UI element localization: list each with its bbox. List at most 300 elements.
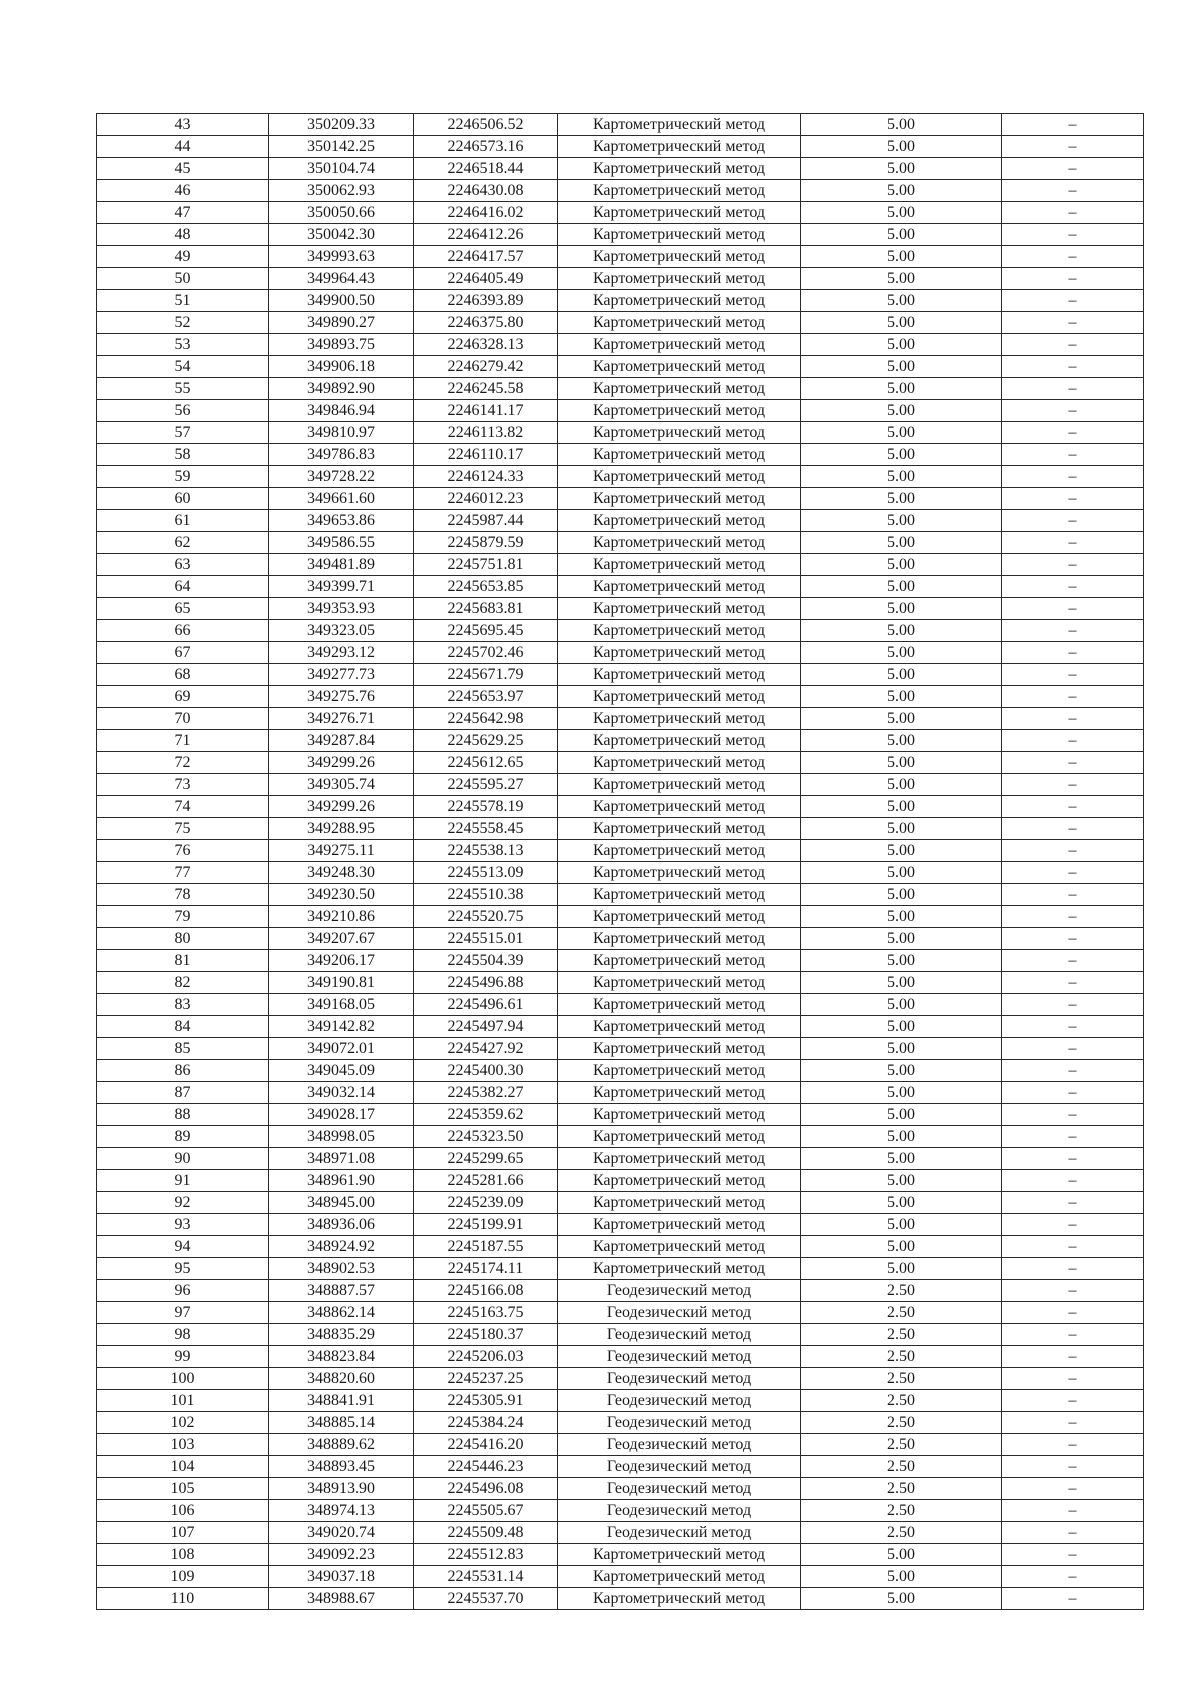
method-cell: Картометрический метод: [558, 840, 801, 862]
accuracy-cell: 5.00: [801, 840, 1002, 862]
table-row: [97, 862, 1144, 884]
table-row: [97, 1324, 1144, 1346]
accuracy-cell: 2.50: [801, 1412, 1002, 1434]
description-cell: –: [1002, 378, 1144, 400]
table-row: [97, 818, 1144, 840]
accuracy-cell: 5.00: [801, 576, 1002, 598]
description-cell: –: [1002, 136, 1144, 158]
x-coordinate-cell: 349032.14: [269, 1082, 414, 1104]
y-coordinate-cell: 2246417.57: [414, 246, 558, 268]
y-coordinate-cell: 2245400.30: [414, 1060, 558, 1082]
point-number-cell: 95: [97, 1258, 269, 1280]
x-coordinate-cell: 349900.50: [269, 290, 414, 312]
y-coordinate-cell: 2245427.92: [414, 1038, 558, 1060]
point-number-cell: 89: [97, 1126, 269, 1148]
point-number-cell: 97: [97, 1302, 269, 1324]
method-cell: Картометрический метод: [558, 928, 801, 950]
y-coordinate-cell: 2245671.79: [414, 664, 558, 686]
method-cell: Картометрический метод: [558, 1038, 801, 1060]
point-number-cell: 54: [97, 356, 269, 378]
description-cell: –: [1002, 730, 1144, 752]
description-cell: –: [1002, 1522, 1144, 1544]
y-coordinate-cell: 2245382.27: [414, 1082, 558, 1104]
accuracy-cell: 5.00: [801, 136, 1002, 158]
x-coordinate-cell: 348893.45: [269, 1456, 414, 1478]
method-cell: Картометрический метод: [558, 1060, 801, 1082]
table-row: [97, 1148, 1144, 1170]
table-row: [97, 972, 1144, 994]
x-coordinate-cell: 349168.05: [269, 994, 414, 1016]
method-cell: Картометрический метод: [558, 488, 801, 510]
accuracy-cell: 5.00: [801, 994, 1002, 1016]
accuracy-cell: 5.00: [801, 532, 1002, 554]
description-cell: –: [1002, 312, 1144, 334]
x-coordinate-cell: 348988.67: [269, 1588, 414, 1610]
y-coordinate-cell: 2245496.61: [414, 994, 558, 1016]
x-coordinate-cell: 349072.01: [269, 1038, 414, 1060]
point-number-cell: 77: [97, 862, 269, 884]
accuracy-cell: 5.00: [801, 202, 1002, 224]
method-cell: Картометрический метод: [558, 444, 801, 466]
x-coordinate-cell: 349890.27: [269, 312, 414, 334]
accuracy-cell: 5.00: [801, 180, 1002, 202]
table-row: [97, 840, 1144, 862]
table-row: [97, 1500, 1144, 1522]
table-row: [97, 180, 1144, 202]
y-coordinate-cell: 2246113.82: [414, 422, 558, 444]
method-cell: Картометрический метод: [558, 312, 801, 334]
method-cell: Геодезический метод: [558, 1522, 801, 1544]
x-coordinate-cell: 349906.18: [269, 356, 414, 378]
y-coordinate-cell: 2246141.17: [414, 400, 558, 422]
point-number-cell: 101: [97, 1390, 269, 1412]
accuracy-cell: 2.50: [801, 1522, 1002, 1544]
method-cell: Картометрический метод: [558, 202, 801, 224]
description-cell: –: [1002, 400, 1144, 422]
accuracy-cell: 5.00: [801, 1170, 1002, 1192]
point-number-cell: 87: [97, 1082, 269, 1104]
table-row: [97, 774, 1144, 796]
accuracy-cell: 2.50: [801, 1434, 1002, 1456]
method-cell: Геодезический метод: [558, 1302, 801, 1324]
x-coordinate-cell: 350042.30: [269, 224, 414, 246]
x-coordinate-cell: 349299.26: [269, 796, 414, 818]
table-row: [97, 1478, 1144, 1500]
point-number-cell: 46: [97, 180, 269, 202]
x-coordinate-cell: 349037.18: [269, 1566, 414, 1588]
y-coordinate-cell: 2246573.16: [414, 136, 558, 158]
description-cell: –: [1002, 774, 1144, 796]
point-number-cell: 58: [97, 444, 269, 466]
table-row: [97, 1082, 1144, 1104]
point-number-cell: 81: [97, 950, 269, 972]
accuracy-cell: 5.00: [801, 664, 1002, 686]
point-number-cell: 76: [97, 840, 269, 862]
description-cell: –: [1002, 1456, 1144, 1478]
description-cell: –: [1002, 224, 1144, 246]
point-number-cell: 69: [97, 686, 269, 708]
x-coordinate-cell: 349142.82: [269, 1016, 414, 1038]
x-coordinate-cell: 348862.14: [269, 1302, 414, 1324]
table-row: [97, 510, 1144, 532]
method-cell: Геодезический метод: [558, 1456, 801, 1478]
point-number-cell: 91: [97, 1170, 269, 1192]
y-coordinate-cell: 2245578.19: [414, 796, 558, 818]
method-cell: Картометрический метод: [558, 510, 801, 532]
x-coordinate-cell: 348835.29: [269, 1324, 414, 1346]
description-cell: –: [1002, 158, 1144, 180]
table-row: [97, 796, 1144, 818]
point-number-cell: 73: [97, 774, 269, 796]
x-coordinate-cell: 349305.74: [269, 774, 414, 796]
description-cell: –: [1002, 1258, 1144, 1280]
x-coordinate-cell: 349287.84: [269, 730, 414, 752]
table-row: [97, 1214, 1144, 1236]
accuracy-cell: 5.00: [801, 378, 1002, 400]
x-coordinate-cell: 348820.60: [269, 1368, 414, 1390]
method-cell: Картометрический метод: [558, 114, 801, 136]
method-cell: Картометрический метод: [558, 884, 801, 906]
table-row: [97, 356, 1144, 378]
method-cell: Картометрический метод: [558, 136, 801, 158]
y-coordinate-cell: 2246328.13: [414, 334, 558, 356]
method-cell: Картометрический метод: [558, 1104, 801, 1126]
x-coordinate-cell: 350209.33: [269, 114, 414, 136]
accuracy-cell: 5.00: [801, 488, 1002, 510]
description-cell: –: [1002, 1192, 1144, 1214]
x-coordinate-cell: 349277.73: [269, 664, 414, 686]
accuracy-cell: 2.50: [801, 1390, 1002, 1412]
accuracy-cell: 2.50: [801, 1456, 1002, 1478]
x-coordinate-cell: 348945.00: [269, 1192, 414, 1214]
accuracy-cell: 5.00: [801, 1544, 1002, 1566]
accuracy-cell: 5.00: [801, 1060, 1002, 1082]
description-cell: –: [1002, 1566, 1144, 1588]
x-coordinate-cell: 350050.66: [269, 202, 414, 224]
method-cell: Картометрический метод: [558, 356, 801, 378]
method-cell: Картометрический метод: [558, 598, 801, 620]
point-number-cell: 85: [97, 1038, 269, 1060]
accuracy-cell: 5.00: [801, 884, 1002, 906]
x-coordinate-cell: 348823.84: [269, 1346, 414, 1368]
accuracy-cell: 2.50: [801, 1302, 1002, 1324]
point-number-cell: 100: [97, 1368, 269, 1390]
x-coordinate-cell: 349276.71: [269, 708, 414, 730]
method-cell: Картометрический метод: [558, 334, 801, 356]
point-number-cell: 65: [97, 598, 269, 620]
accuracy-cell: 5.00: [801, 708, 1002, 730]
description-cell: –: [1002, 510, 1144, 532]
description-cell: –: [1002, 840, 1144, 862]
method-cell: Картометрический метод: [558, 1192, 801, 1214]
table-row: [97, 928, 1144, 950]
accuracy-cell: 5.00: [801, 466, 1002, 488]
x-coordinate-cell: 349810.97: [269, 422, 414, 444]
table-row: [97, 884, 1144, 906]
point-number-cell: 53: [97, 334, 269, 356]
x-coordinate-cell: 350062.93: [269, 180, 414, 202]
point-number-cell: 84: [97, 1016, 269, 1038]
y-coordinate-cell: 2245239.09: [414, 1192, 558, 1214]
y-coordinate-cell: 2245174.11: [414, 1258, 558, 1280]
x-coordinate-cell: 349586.55: [269, 532, 414, 554]
method-cell: Картометрический метод: [558, 620, 801, 642]
table-row: [97, 576, 1144, 598]
table-row: [97, 224, 1144, 246]
method-cell: Картометрический метод: [558, 1566, 801, 1588]
y-coordinate-cell: 2245446.23: [414, 1456, 558, 1478]
x-coordinate-cell: 349993.63: [269, 246, 414, 268]
x-coordinate-cell: 349399.71: [269, 576, 414, 598]
description-cell: –: [1002, 796, 1144, 818]
y-coordinate-cell: 2245384.24: [414, 1412, 558, 1434]
table-row: [97, 906, 1144, 928]
point-number-cell: 105: [97, 1478, 269, 1500]
accuracy-cell: 5.00: [801, 1566, 1002, 1588]
point-number-cell: 56: [97, 400, 269, 422]
x-coordinate-cell: 348998.05: [269, 1126, 414, 1148]
x-coordinate-cell: 349786.83: [269, 444, 414, 466]
point-number-cell: 102: [97, 1412, 269, 1434]
y-coordinate-cell: 2245180.37: [414, 1324, 558, 1346]
accuracy-cell: 5.00: [801, 906, 1002, 928]
point-number-cell: 82: [97, 972, 269, 994]
method-cell: Картометрический метод: [558, 818, 801, 840]
point-number-cell: 104: [97, 1456, 269, 1478]
y-coordinate-cell: 2245513.09: [414, 862, 558, 884]
table-row: [97, 1060, 1144, 1082]
point-number-cell: 71: [97, 730, 269, 752]
method-cell: Геодезический метод: [558, 1434, 801, 1456]
x-coordinate-cell: 349293.12: [269, 642, 414, 664]
y-coordinate-cell: 2245510.38: [414, 884, 558, 906]
accuracy-cell: 2.50: [801, 1324, 1002, 1346]
description-cell: –: [1002, 950, 1144, 972]
x-coordinate-cell: 350104.74: [269, 158, 414, 180]
description-cell: –: [1002, 620, 1144, 642]
description-cell: –: [1002, 928, 1144, 950]
x-coordinate-cell: 349230.50: [269, 884, 414, 906]
point-number-cell: 47: [97, 202, 269, 224]
x-coordinate-cell: 348887.57: [269, 1280, 414, 1302]
description-cell: –: [1002, 708, 1144, 730]
point-number-cell: 67: [97, 642, 269, 664]
method-cell: Картометрический метод: [558, 1588, 801, 1610]
point-number-cell: 55: [97, 378, 269, 400]
x-coordinate-cell: 348889.62: [269, 1434, 414, 1456]
point-number-cell: 72: [97, 752, 269, 774]
accuracy-cell: 5.00: [801, 686, 1002, 708]
point-number-cell: 64: [97, 576, 269, 598]
description-cell: –: [1002, 334, 1144, 356]
y-coordinate-cell: 2246430.08: [414, 180, 558, 202]
x-coordinate-cell: 349846.94: [269, 400, 414, 422]
description-cell: –: [1002, 1236, 1144, 1258]
point-number-cell: 109: [97, 1566, 269, 1588]
y-coordinate-cell: 2245512.83: [414, 1544, 558, 1566]
accuracy-cell: 5.00: [801, 862, 1002, 884]
method-cell: Картометрический метод: [558, 730, 801, 752]
table-row: [97, 1192, 1144, 1214]
description-cell: –: [1002, 818, 1144, 840]
y-coordinate-cell: 2245520.75: [414, 906, 558, 928]
table-row: [97, 136, 1144, 158]
x-coordinate-cell: 349964.43: [269, 268, 414, 290]
description-cell: –: [1002, 1280, 1144, 1302]
accuracy-cell: 5.00: [801, 356, 1002, 378]
x-coordinate-cell: 349045.09: [269, 1060, 414, 1082]
description-cell: –: [1002, 356, 1144, 378]
accuracy-cell: 2.50: [801, 1368, 1002, 1390]
table-row: [97, 1170, 1144, 1192]
accuracy-cell: 5.00: [801, 246, 1002, 268]
description-cell: –: [1002, 972, 1144, 994]
table-row: [97, 1434, 1144, 1456]
description-cell: –: [1002, 642, 1144, 664]
method-cell: Картометрический метод: [558, 664, 801, 686]
table-row: [97, 532, 1144, 554]
table-row: [97, 246, 1144, 268]
method-cell: Картометрический метод: [558, 752, 801, 774]
y-coordinate-cell: 2246506.52: [414, 114, 558, 136]
point-number-cell: 96: [97, 1280, 269, 1302]
point-number-cell: 75: [97, 818, 269, 840]
point-number-cell: 43: [97, 114, 269, 136]
table-row: [97, 752, 1144, 774]
method-cell: Геодезический метод: [558, 1478, 801, 1500]
accuracy-cell: 5.00: [801, 730, 1002, 752]
method-cell: Картометрический метод: [558, 906, 801, 928]
accuracy-cell: 5.00: [801, 1148, 1002, 1170]
accuracy-cell: 5.00: [801, 928, 1002, 950]
method-cell: Картометрический метод: [558, 774, 801, 796]
accuracy-cell: 5.00: [801, 642, 1002, 664]
table-row: [97, 1456, 1144, 1478]
table-row: [97, 708, 1144, 730]
x-coordinate-cell: 349028.17: [269, 1104, 414, 1126]
y-coordinate-cell: 2246405.49: [414, 268, 558, 290]
point-number-cell: 49: [97, 246, 269, 268]
point-number-cell: 62: [97, 532, 269, 554]
table-row: [97, 598, 1144, 620]
table-row: [97, 1016, 1144, 1038]
accuracy-cell: 5.00: [801, 1258, 1002, 1280]
x-coordinate-cell: 349661.60: [269, 488, 414, 510]
point-number-cell: 57: [97, 422, 269, 444]
y-coordinate-cell: 2246416.02: [414, 202, 558, 224]
point-number-cell: 88: [97, 1104, 269, 1126]
point-number-cell: 44: [97, 136, 269, 158]
y-coordinate-cell: 2245163.75: [414, 1302, 558, 1324]
description-cell: –: [1002, 686, 1144, 708]
table-row: [97, 554, 1144, 576]
table-row: [97, 1588, 1144, 1610]
method-cell: Картометрический метод: [558, 1082, 801, 1104]
table-row: [97, 1412, 1144, 1434]
table-row: [97, 1236, 1144, 1258]
table-row: [97, 114, 1144, 136]
y-coordinate-cell: 2245323.50: [414, 1126, 558, 1148]
table-row: [97, 1390, 1144, 1412]
description-cell: –: [1002, 1104, 1144, 1126]
method-cell: Картометрический метод: [558, 1236, 801, 1258]
description-cell: –: [1002, 1302, 1144, 1324]
point-number-cell: 51: [97, 290, 269, 312]
accuracy-cell: 5.00: [801, 1126, 1002, 1148]
y-coordinate-cell: 2245695.45: [414, 620, 558, 642]
point-number-cell: 79: [97, 906, 269, 928]
description-cell: –: [1002, 1324, 1144, 1346]
accuracy-cell: 5.00: [801, 1038, 1002, 1060]
point-number-cell: 52: [97, 312, 269, 334]
y-coordinate-cell: 2245642.98: [414, 708, 558, 730]
table-row: [97, 1302, 1144, 1324]
point-number-cell: 74: [97, 796, 269, 818]
table-row: [97, 400, 1144, 422]
accuracy-cell: 5.00: [801, 818, 1002, 840]
accuracy-cell: 5.00: [801, 312, 1002, 334]
accuracy-cell: 5.00: [801, 400, 1002, 422]
description-cell: –: [1002, 268, 1144, 290]
point-number-cell: 48: [97, 224, 269, 246]
accuracy-cell: 5.00: [801, 444, 1002, 466]
method-cell: Картометрический метод: [558, 862, 801, 884]
coordinates-table: [96, 113, 1144, 1610]
point-number-cell: 66: [97, 620, 269, 642]
y-coordinate-cell: 2245166.08: [414, 1280, 558, 1302]
method-cell: Геодезический метод: [558, 1500, 801, 1522]
point-number-cell: 103: [97, 1434, 269, 1456]
description-cell: –: [1002, 246, 1144, 268]
description-cell: –: [1002, 1170, 1144, 1192]
point-number-cell: 70: [97, 708, 269, 730]
y-coordinate-cell: 2245595.27: [414, 774, 558, 796]
table-row: [97, 312, 1144, 334]
accuracy-cell: 5.00: [801, 268, 1002, 290]
y-coordinate-cell: 2246412.26: [414, 224, 558, 246]
point-number-cell: 80: [97, 928, 269, 950]
y-coordinate-cell: 2245505.67: [414, 1500, 558, 1522]
description-cell: –: [1002, 114, 1144, 136]
x-coordinate-cell: 349020.74: [269, 1522, 414, 1544]
y-coordinate-cell: 2245509.48: [414, 1522, 558, 1544]
method-cell: Картометрический метод: [558, 686, 801, 708]
x-coordinate-cell: 349323.05: [269, 620, 414, 642]
method-cell: Картометрический метод: [558, 554, 801, 576]
accuracy-cell: 5.00: [801, 510, 1002, 532]
point-number-cell: 98: [97, 1324, 269, 1346]
accuracy-cell: 5.00: [801, 796, 1002, 818]
table-row: [97, 422, 1144, 444]
y-coordinate-cell: 2246518.44: [414, 158, 558, 180]
method-cell: Геодезический метод: [558, 1368, 801, 1390]
table-row: [97, 1544, 1144, 1566]
point-number-cell: 110: [97, 1588, 269, 1610]
y-coordinate-cell: 2245416.20: [414, 1434, 558, 1456]
y-coordinate-cell: 2245702.46: [414, 642, 558, 664]
y-coordinate-cell: 2246110.17: [414, 444, 558, 466]
table-row: [97, 1126, 1144, 1148]
description-cell: –: [1002, 488, 1144, 510]
x-coordinate-cell: 348902.53: [269, 1258, 414, 1280]
description-cell: –: [1002, 1412, 1144, 1434]
description-cell: –: [1002, 466, 1144, 488]
x-coordinate-cell: 349275.11: [269, 840, 414, 862]
table-row: [97, 158, 1144, 180]
point-number-cell: 92: [97, 1192, 269, 1214]
description-cell: –: [1002, 598, 1144, 620]
x-coordinate-cell: 350142.25: [269, 136, 414, 158]
